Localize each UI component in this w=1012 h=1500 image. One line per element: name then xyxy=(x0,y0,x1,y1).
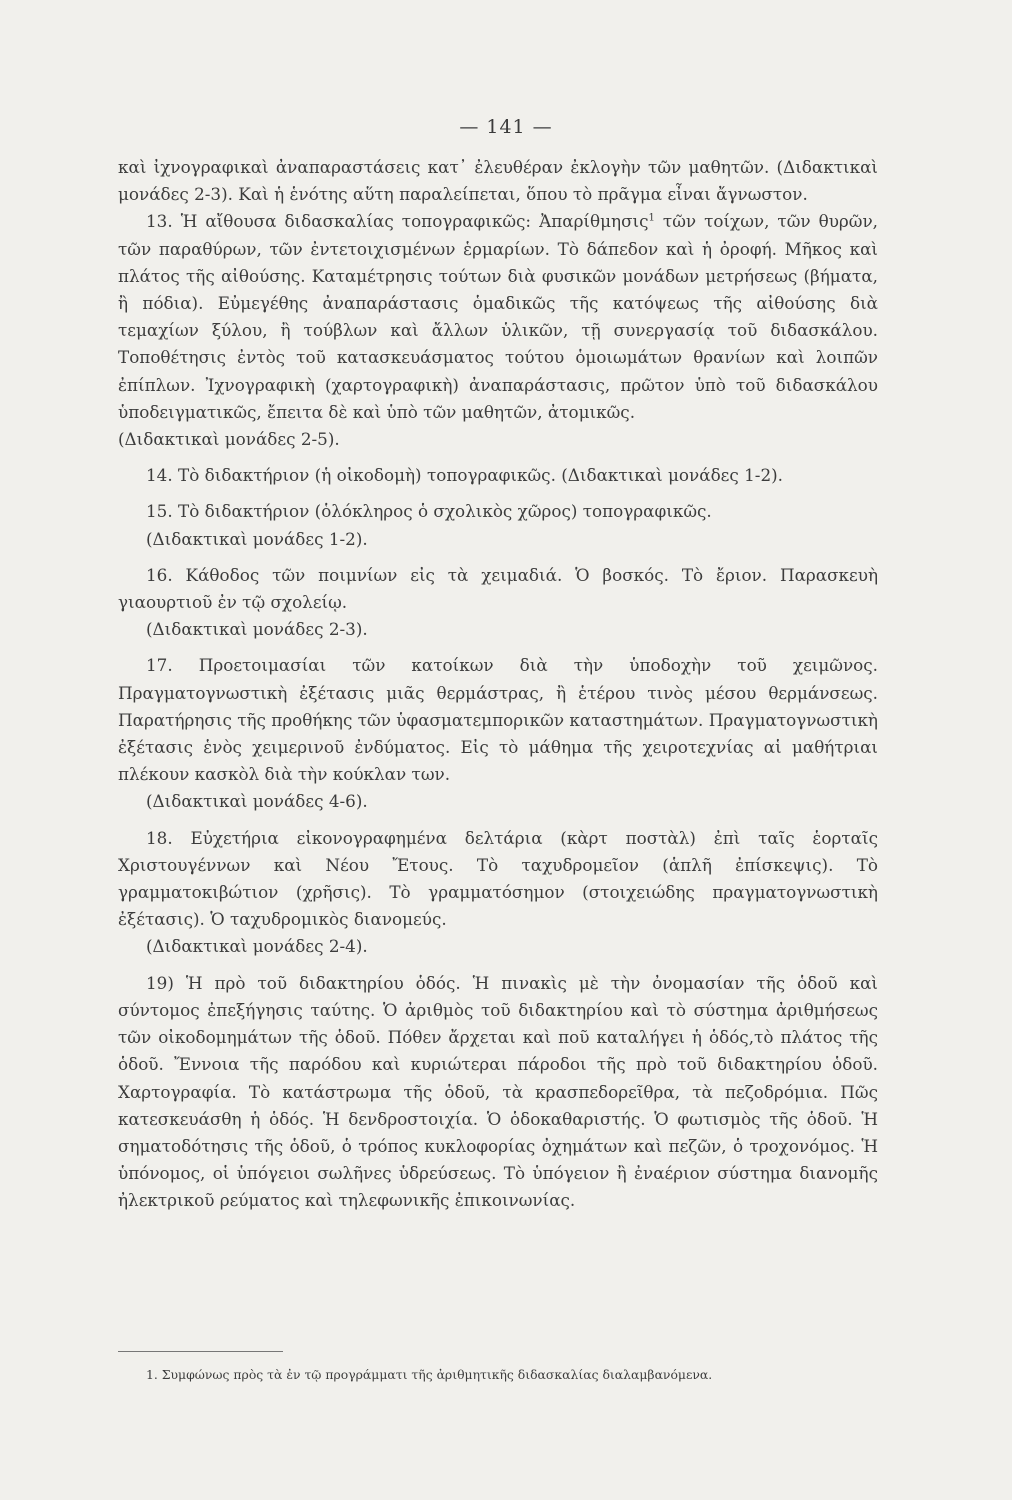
section-16: 16. Κάθοδος τῶν ποιμνίων εἰς τὰ χειμαδιά. Ὁ βοσκός. Τὸ ἔριον. Παρασκευὴ γιαουρτιοῦ ἐν τῷ σχολείῳ. xyxy=(118,564,878,613)
section-13-heading: 13. Ἡ αἴθουσα διδασκαλίας τοπογραφικῶς: Ἀπαρίθμησις xyxy=(146,211,649,232)
body-text xyxy=(118,154,878,1215)
section-13-units: (Διδακτικαὶ μονάδες 2-5). xyxy=(118,429,340,450)
section-13 xyxy=(118,208,878,426)
page-number: — 141 — xyxy=(459,116,553,138)
footnote: 1. Συμφώνως πρὸς τὰ ἐν τῷ προγράμματι τῆς ἀριθμητικῆς διδασκαλίας διαλαμβανόμενα. xyxy=(146,1367,713,1382)
section-14: 14. Τὸ διδακτήριον (ἡ οἰκοδομὴ) τοπογραφικῶς. (Διδακτικαὶ μονάδες 1-2). xyxy=(146,465,783,486)
section-18-units: (Διδακτικαὶ μονάδες 2-4). xyxy=(146,936,368,957)
section-13-text: τῶν τοίχων, τῶν θυρῶν, τῶν παραθύρων, τῶν ἐντετοιχισμένων ἑρμαρίων. Τὸ δάπεδον καὶ ἡ ὀροφή. Μῆκος καὶ πλάτος τῆς αἰθούσης. Καταμέτρησις τούτων διὰ φυσικῶν μονάδων μετρήσεως (βήματα, ἢ πόδια). Εὐμεγέθης ἀναπαράστασις ὁμαδικῶς τῆς κατόψεως τῆς αἰθούσης διὰ τεμαχίων ξύλου, ἢ τούβλων καὶ ἄλλων ὑλικῶν, τῇ συνεργασίᾳ τοῦ διδασκάλου. Τοποθέτησις ἐντὸς τοῦ κατασκευάσματος τούτου ὁμοιωμάτων θρανίων καὶ λοιπῶν ἐπίπλων. Ἰχνογραφικὴ (χαρτογραφικὴ) ἀναπαράστασις, πρῶτον ὑπὸ τοῦ διδασκάλου ὑποδειγματικῶς, ἔπειτα δὲ καὶ ὑπὸ τῶν μαθητῶν, ἀτομικῶς. xyxy=(118,211,878,422)
paragraph-continuation: καὶ ἰχνογραφικαὶ ἀναπαραστάσεις κατ᾽ ἐλευθέραν ἐκλογὴν τῶν μαθητῶν. (Διδακτικαὶ μονάδες 2-3). Καὶ ἡ ἑνότης αὕτη παραλείπεται, ὅπου τὸ πρᾶγμα εἶναι ἄγνωστον. xyxy=(118,157,878,205)
footnote-divider xyxy=(118,1351,283,1352)
section-18: 18. Εὐχετήρια εἰκονογραφημένα δελτάρια (κὰρτ ποστὰλ) ἐπὶ ταῖς ἑορταῖς Χριστουγέννων καὶ Νέου Ἔτους. Τὸ ταχυδρομεῖον (ἁπλῆ ἐπίσκεψις). Τὸ γραμματοκιβώτιον (χρῆσις). Τὸ γραμματόσημον (στοιχειώδης πραγματογνωστικὴ ἐξέτασις). Ὁ ταχυδρομικὸς διανομεύς. xyxy=(118,827,878,930)
footnote-reference: 1 xyxy=(648,212,655,224)
section-17-units: (Διδακτικαὶ μονάδες 4-6). xyxy=(146,791,368,812)
section-16-units: (Διδακτικαὶ μονάδες 2-3). xyxy=(146,619,368,640)
section-19: 19) Ἡ πρὸ τοῦ διδακτηρίου ὁδός. Ἡ πινακὶς μὲ τὴν ὀνομασίαν τῆς ὁδοῦ καὶ σύντομος ἐπεξήγησις ταύτης. Ὁ ἀριθμὸς τοῦ διδακτηρίου καὶ τὸ σύστημα ἀριθμήσεως τῶν οἰκοδομημάτων τῆς ὁδοῦ. Πόθεν ἄρχεται καὶ ποῦ καταλήγει ἡ ὁδός,τὸ πλάτος τῆς ὁδοῦ. Ἔννοια τῆς παρόδου καὶ κυριώτεραι πάροδοι τῆς πρὸ τοῦ διδακτηρίου ὁδοῦ. Χαρτογραφία. Τὸ κατάστρωμα τῆς ὁδοῦ, τὰ κρασπεδορεῖθρα, τὰ πεζοδρόμια. Πῶς κατεσκευάσθη ἡ ὁδός. Ἡ δενδροστοιχία. Ὁ ὁδοκαθαριστής. Ὁ φωτισμὸς τῆς ὁδοῦ. Ἡ σηματοδότησις τῆς ὁδοῦ, ὁ τρόπος κυκλοφορίας ὀχημάτων καὶ πεζῶν, ὁ τροχονόμος. Ἡ ὑπόνομος, οἱ ὑπόγειοι σωλῆνες ὑδρεύσεως. Τὸ ὑπόγειον ἢ ἐναέριον σύστημα διανομῆς ἠλεκτρικοῦ ρεύματος καὶ τηλεφωνικῆς ἐπικοινωνίας. xyxy=(118,972,878,1211)
section-15-units: (Διδακτικαὶ μονάδες 1-2). xyxy=(146,528,368,549)
section-15: 15. Τὸ διδακτήριον (ὁλόκληρος ὁ σχολικὸς χῶρος) τοπογραφικῶς. xyxy=(146,501,712,522)
section-17: 17. Προετοιμασίαι τῶν κατοίκων διὰ τὴν ὑποδοχὴν τοῦ χειμῶνος. Πραγματογνωστικὴ ἐξέτασις μιᾶς θερμάστρας, ἢ ἑτέρου τινὸς μέσου θερμάνσεως. Παρατήρησις τῆς προθήκης τῶν ὑφασματεμπορικῶν καταστημάτων. Πραγματογνωστικὴ ἐξέτασις ἑνὸς χειμερινοῦ ἐνδύματος. Εἰς τὸ μάθημα τῆς χειροτεχνίας αἱ μαθήτριαι πλέκουν κασκὸλ διὰ τὴν κούκλαν των. xyxy=(118,655,878,785)
